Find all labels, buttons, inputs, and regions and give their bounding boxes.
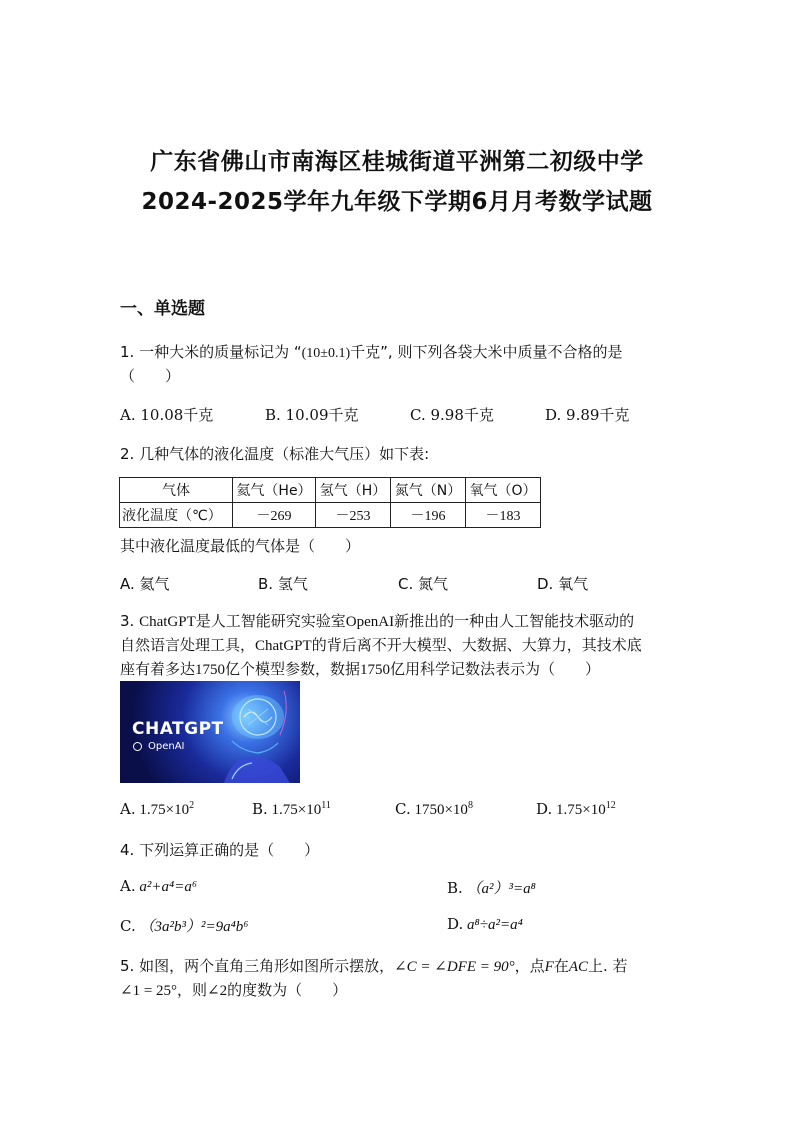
q3-text: 亿个模型参数，数据 [225,660,361,678]
image-subtitle: OpenAI [148,741,185,752]
q1-option-d[interactable]: D. 9.89千克 [545,406,630,424]
option-exponent: 11 [321,800,331,811]
option-label: B. [252,800,268,818]
q2-option-d[interactable]: D. 氧气 [537,575,589,593]
q3-text: 新推出的一种由人工智能技术驱动的 [394,612,635,630]
option-exponent: 8 [467,800,473,811]
question-3-line3 [120,657,600,682]
q1-option-b[interactable]: B. 10.09千克 [265,406,359,424]
question-4-stem: 4. 下列运算正确的是（ ） [120,841,320,859]
question-5-line1 [120,954,628,979]
option-label: D. [536,800,553,818]
q4-option-a[interactable] [120,877,197,896]
option-label: D. [447,915,464,933]
q5-math: ∠C = ∠DFE = 90° [394,959,515,975]
table-header-cell: 气体 [120,478,233,503]
table-row [120,478,541,503]
option-expression: a²+a⁴=a⁶ [139,879,198,895]
q3-text: 3. [120,612,140,630]
table-cell: 液化温度（℃） [120,503,233,528]
q3-chatgpt: ChatGPT [255,638,312,654]
table-header-cell: 氢气（H） [316,478,391,503]
q1-text-post: 千克”, 则下列各袋大米中质量不合格的是 [350,343,623,361]
q3-openai: OpenAI [345,614,395,630]
question-1-line1 [120,340,622,366]
table-row [120,503,541,528]
page-title-line1: 广东省佛山市南海区桂城街道平洲第二初级中学 [150,148,644,175]
table-cell: －269 [233,503,316,528]
q3-option-c[interactable] [395,800,473,819]
option-label: A. [120,800,136,818]
option-label: A. [120,877,136,895]
table-header-cell: 氦气（He） [233,478,316,503]
q3-text: 座有着多达 [120,660,196,678]
option-label: B. [447,879,463,897]
chatgpt-image [120,681,300,783]
q2-option-a[interactable]: A. 氦气 [120,575,170,593]
q5-text: 的度数为（ ） [227,981,348,999]
q5-math: ∠2 [207,983,228,999]
table-cell: －196 [391,503,466,528]
q4-option-c[interactable] [120,915,249,936]
q5-text: ，点 [514,957,545,975]
option-label: C. [120,917,136,935]
q5-text: 5. 如图，两个直角三角形如图所示摆放， [120,957,395,975]
page-title-line2: 2024-2025学年九年级下学期6月月考数学试题 [141,189,653,215]
q4-option-d[interactable] [447,915,523,934]
q1-math: (10±0.1) [301,346,351,361]
question-1-line2: （ ） [120,367,181,385]
gas-table [119,477,541,528]
q5-text: 在 [553,957,569,975]
q5-math: ∠1 = 25° [120,983,178,999]
option-label: C. [395,800,411,818]
option-exponent: 12 [605,800,616,811]
option-base: 1.75×10 [556,802,606,818]
q3-text: 自然语言处理工具， [120,636,256,654]
q3-option-b[interactable] [252,800,331,819]
q4-option-b[interactable] [447,877,536,898]
q2-option-c[interactable]: C. 氮气 [398,575,449,593]
q3-option-a[interactable] [120,800,194,819]
q3-text: 是人工智能研究实验室 [195,612,346,630]
table-header-cell: 氧气（O） [466,478,541,503]
q5-math: F [544,959,554,975]
option-base: 1.75×10 [139,802,190,818]
q1-option-a[interactable]: A. 10.08千克 [120,406,214,424]
table-cell: －183 [466,503,541,528]
q3-number: 1750 [195,662,226,678]
q3-text: 亿用科学记数法表示为（ ） [390,660,601,678]
option-base: 1.75×10 [271,802,322,818]
q3-text: 的背后离不开大模型、大数据、大算力，其技术底 [311,636,642,654]
option-expression: （3a²b³）²=9a⁴b⁶ [139,919,249,935]
q5-text: ，则 [177,981,208,999]
option-exponent: 2 [189,800,195,811]
q5-math: AC [568,959,589,975]
q2-option-b[interactable]: B. 氢气 [258,575,308,593]
q1-option-c[interactable]: C. 9.98千克 [410,406,494,424]
question-2-stem: 2. 几种气体的液化温度（标准大气压）如下表: [120,445,430,463]
section-heading: 一、单选题 [120,299,205,319]
question-3-line1 [120,609,634,634]
openai-logo-icon [133,742,142,751]
question-5-line2 [120,978,347,1003]
q3-number: 1750 [360,662,391,678]
q3-chatgpt: ChatGPT [139,614,196,630]
q5-text: 上. 若 [588,957,628,975]
option-expression: a⁸÷a²=a⁴ [467,917,523,933]
q3-option-d[interactable] [536,800,616,819]
question-2-follow: 其中液化温度最低的气体是（ ） [120,537,361,555]
question-3-line2 [120,633,642,658]
q1-text-pre: 1. 一种大米的质量标记为 “ [120,343,302,361]
table-cell: －253 [316,503,391,528]
table-header-cell: 氮气（N） [391,478,466,503]
option-base: 1750×10 [414,802,468,818]
image-title: CHATGPT [132,719,224,739]
option-expression: （a²）³=a⁸ [466,881,536,897]
